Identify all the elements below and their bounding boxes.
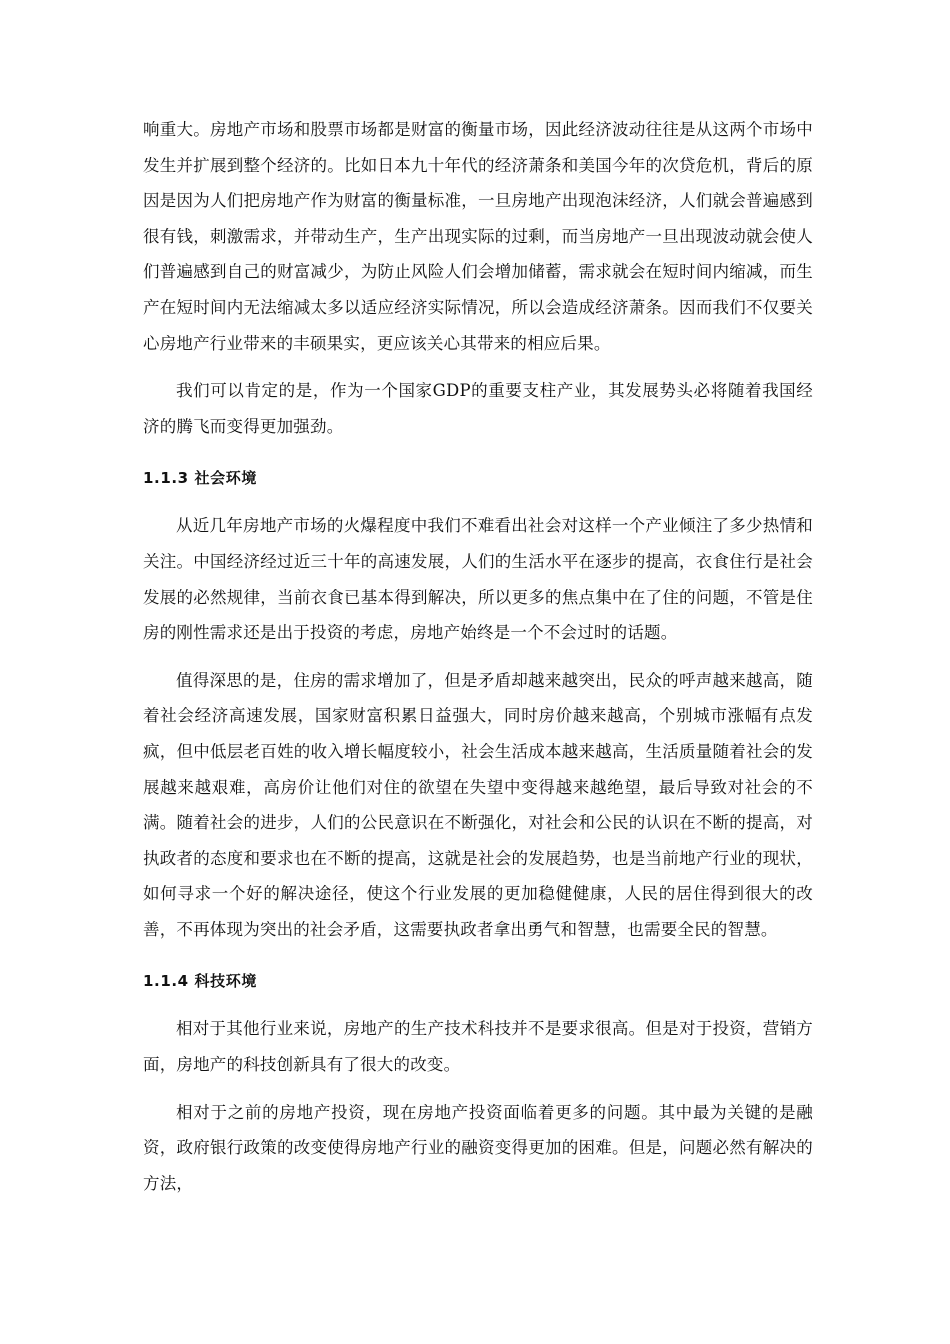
section-heading-social-environment: 1.1.3 社会环境 <box>143 469 257 488</box>
document-page <box>143 112 813 1201</box>
paragraph-housing-contradiction: 值得深思的是，住房的需求增加了，但是矛盾却越来越突出，民众的呼声越来越高，随着社会经济高速发展，国家财富积累日益强大，同时房价越来越高，个别城市涨幅有点发疯，但中低层老百姓的收入增长幅度较小，社会生活成本越来越高，生活质量随着社会的发展越来越艰难，高房价让他们对住的欲望在失望中变得越来越绝望，最后导致对社会的不满。随着社会的进步，人们的公民意识在不断强化，对社会和公民的认识在不断的提高，对执政者的态度和要求也在不断的提高，这就是社会的发展趋势，也是当前地产行业的现状，如何寻求一个好的解决途径，使这个行业发展的更加稳健健康，人民的居住得到很大的改善，不再体现为突出的社会矛盾，这需要执政者拿出勇气和智慧，也需要全民的智慧。 <box>143 670 813 939</box>
section-heading-tech-environment: 1.1.4 科技环境 <box>143 972 257 991</box>
paragraph-tech-innovation: 相对于其他行业来说，房地产的生产技术科技并不是要求很高。但是对于投资，营销方面，房地产的科技创新具有了很大的改变。 <box>143 1019 813 1075</box>
paragraph-gdp-pillar: 我们可以肯定的是，作为一个国家GDP的重要支柱产业，其发展势头必将随着我国经济的腾飞而变得更加强劲。 <box>143 381 813 436</box>
paragraph-financing-issues: 相对于之前的房地产投资，现在房地产投资面临着更多的问题。其中最为关键的是融资，政府银行政策的改变使得房地产行业的融资变得更加的困难。但是，问题必然有解决的方法， <box>143 1102 813 1193</box>
paragraph-economic-impact: 响重大。房地产市场和股票市场都是财富的衡量市场，因此经济波动往往是从这两个市场中发生并扩展到整个经济的。比如日本九十年代的经济萧条和美国今年的次贷危机，背后的原因是因为人们把房地产作为财富的衡量标准，一旦房地产出现泡沫经济，人们就会普遍感到很有钱，刺激需求，并带动生产，生产出现实际的过剩，而当房地产一旦出现波动就会使人们普遍感到自己的财富减少，为防止风险人们会增加储蓄，需求就会在短时间内缩减，而生产在短时间内无法缩减太多以适应经济实际情况，所以会造成经济萧条。因而我们不仅要关心房地产行业带来的丰硕果实，更应该关心其带来的相应后果。 <box>143 120 813 353</box>
paragraph-social-attention: 从近几年房地产市场的火爆程度中我们不难看出社会对这样一个产业倾注了多少热情和关注。中国经济经过近三十年的高速发展，人们的生活水平在逐步的提高，衣食住行是社会发展的必然规律，当前衣食已基本得到解决，所以更多的焦点集中在了住的问题，不管是住房的刚性需求还是出于投资的考虑，房地产始终是一个不会过时的话题。 <box>143 516 813 643</box>
